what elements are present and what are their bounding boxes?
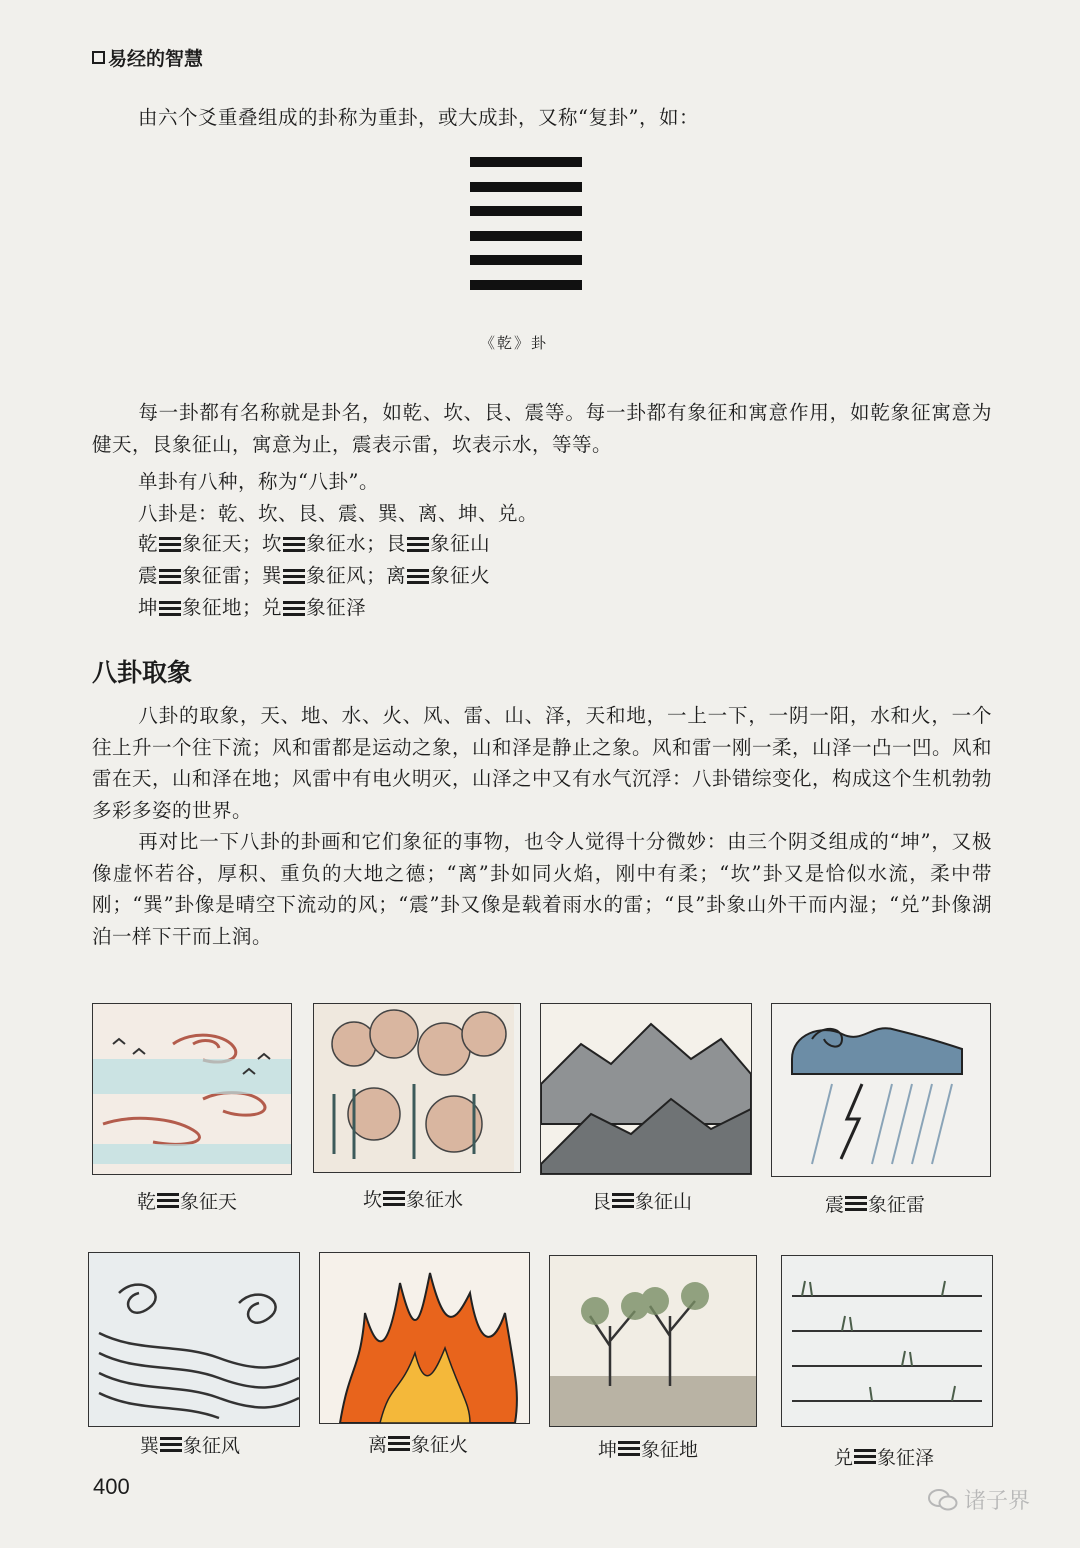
trigram-meaning: 象征火 — [430, 564, 491, 587]
trigram-row-1 — [138, 528, 490, 556]
trigram-name: 乾 — [138, 532, 159, 555]
body-paragraph-1 — [92, 397, 992, 460]
trigram-row-2 — [138, 560, 490, 588]
single-trigram-line: 单卦有八种，称为“八卦”。 — [138, 470, 379, 493]
illustration-caption — [592, 1187, 692, 1214]
trigram-meaning: 象征天 — [180, 1191, 238, 1213]
trigram-row-3 — [138, 592, 366, 620]
para1-text: 每一卦都有名称就是卦名，如乾、坎、艮、震等。每一卦都有象征和寓意作用，如乾象征寓意为健天，艮象征山，寓意为止，震表示雷，坎表示水，等等。 — [92, 401, 992, 456]
trigram-symbol-icon — [383, 1188, 405, 1209]
page-number: 400 — [93, 1474, 130, 1499]
hexagram-line — [470, 182, 582, 192]
illustration-caption — [137, 1187, 237, 1214]
separator: ； — [242, 532, 263, 555]
trigram-meaning: 象征雷 — [182, 564, 243, 587]
trigram-symbol-icon — [612, 1190, 634, 1211]
hexagram-line — [470, 157, 582, 167]
body-paragraph-3 — [92, 826, 992, 952]
trigram-symbol-icon — [854, 1446, 876, 1467]
running-head-title: 易经的智慧 — [108, 48, 204, 70]
separator: ； — [242, 596, 263, 619]
trigram-meaning: 象征山 — [635, 1191, 693, 1213]
wechat-logo-icon — [928, 1489, 958, 1511]
trigram-symbol-icon — [159, 534, 181, 555]
box-icon — [92, 51, 105, 64]
para3-text: 再对比一下八卦的卦画和它们象征的事物，也令人觉得十分微妙：由三个阴爻组成的“坤”，又极像虚怀若谷，厚积、重负的大地之德；“离”卦如同火焰，刚中有柔；“坎”卦又是恰似水流，柔中带刚；“巽”卦像是晴空下流动的风；“震”卦又像是载着雨水的雷；“艮”卦象山外干而内湿；“兑”卦像湖泊一样下干而上润。 — [92, 830, 992, 948]
trigram-name: 离 — [368, 1434, 388, 1456]
qian-hexagram — [470, 157, 582, 304]
wind-illustration — [88, 1252, 300, 1427]
trigram-name: 离 — [386, 564, 407, 587]
trigram-symbol-icon — [388, 1433, 410, 1454]
mountain-illustration — [540, 1003, 752, 1175]
trigram-name: 巽 — [262, 564, 283, 587]
watermark — [928, 1484, 1030, 1515]
illustration-caption — [140, 1431, 240, 1458]
trigram-symbol-icon — [407, 566, 429, 587]
separator: ； — [242, 564, 263, 587]
hexagram-line — [470, 280, 582, 290]
trigram-meaning: 象征天 — [182, 532, 243, 555]
separator: ； — [366, 532, 387, 555]
trigram-name: 坤 — [138, 596, 159, 619]
trigram-meaning: 象征地 — [182, 596, 243, 619]
hexagram-line — [470, 231, 582, 241]
trigram-symbol-icon — [845, 1193, 867, 1214]
trigram-list-line: 八卦是：乾、坎、艮、震、巽、离、坤、兑。 — [138, 502, 539, 525]
trigram-meaning: 象征泽 — [877, 1447, 935, 1469]
trigram-meaning: 象征水 — [306, 532, 367, 555]
illustration-caption — [363, 1185, 463, 1212]
running-head — [92, 44, 203, 71]
earth-illustration — [549, 1255, 757, 1427]
hexagram-caption: 《乾》卦 — [480, 334, 549, 352]
watermark-text: 诸子界 — [964, 1489, 1031, 1514]
marsh-illustration — [781, 1255, 993, 1427]
trigram-symbol-icon — [157, 1190, 179, 1211]
trigram-name: 艮 — [592, 1191, 612, 1213]
hexagram-line — [470, 255, 582, 265]
section-heading: 八卦取象 — [92, 658, 193, 687]
trigram-name: 乾 — [137, 1191, 157, 1213]
illustration-caption — [834, 1443, 934, 1470]
trigram-symbol-icon — [283, 566, 305, 587]
trigram-symbol-icon — [160, 1434, 182, 1455]
trigram-name: 巽 — [140, 1435, 160, 1457]
illustration-caption — [598, 1435, 698, 1462]
thunder-illustration — [771, 1003, 991, 1177]
trigram-meaning: 象征山 — [430, 532, 491, 555]
fire-illustration — [319, 1252, 530, 1424]
illustration-caption — [825, 1190, 925, 1217]
intro-paragraph — [92, 102, 992, 134]
trigram-symbol-icon — [407, 534, 429, 555]
trigram-meaning: 象征地 — [641, 1439, 699, 1461]
trigram-meaning: 象征风 — [306, 564, 367, 587]
trigram-meaning: 象征风 — [183, 1435, 241, 1457]
trigram-symbol-icon — [283, 598, 305, 619]
trigram-symbol-icon — [618, 1438, 640, 1459]
intro-text: 由六个爻重叠组成的卦称为重卦，或大成卦，又称“复卦”，如： — [138, 106, 699, 129]
trigram-meaning: 象征泽 — [306, 596, 367, 619]
trigram-name: 坤 — [598, 1439, 618, 1461]
trigram-name: 震 — [825, 1194, 845, 1216]
trigram-meaning: 象征雷 — [868, 1194, 926, 1216]
trigram-meaning: 象征水 — [406, 1189, 464, 1211]
trigram-name: 兑 — [834, 1447, 854, 1469]
water-illustration — [313, 1003, 521, 1173]
trigram-symbol-icon — [283, 534, 305, 555]
para2-text: 八卦的取象，天、地、水、火、风、雷、山、泽，天和地，一上一下，一阴一阳，水和火，一个往上升一个往下流；风和雷都是运动之象，山和泽是静止之象。风和雷一刚一柔，山泽一凸一凹。风和雷在天，山和泽在地；风雷中有电火明灭，山泽之中又有水气沉浮：八卦错综变化，构成这个生机勃勃多彩多姿的世界。 — [92, 704, 993, 822]
body-paragraph-2 — [92, 700, 992, 826]
sky-illustration — [92, 1003, 292, 1175]
trigram-meaning: 象征火 — [411, 1434, 469, 1456]
trigram-symbol-icon — [159, 598, 181, 619]
trigram-name: 坎 — [363, 1189, 383, 1211]
trigram-name: 坎 — [262, 532, 283, 555]
trigram-name: 兑 — [262, 596, 283, 619]
illustration-caption — [368, 1430, 468, 1457]
separator: ； — [366, 564, 387, 587]
trigram-name: 艮 — [386, 532, 407, 555]
trigram-symbol-icon — [159, 566, 181, 587]
trigram-name: 震 — [138, 564, 159, 587]
hexagram-line — [470, 206, 582, 216]
